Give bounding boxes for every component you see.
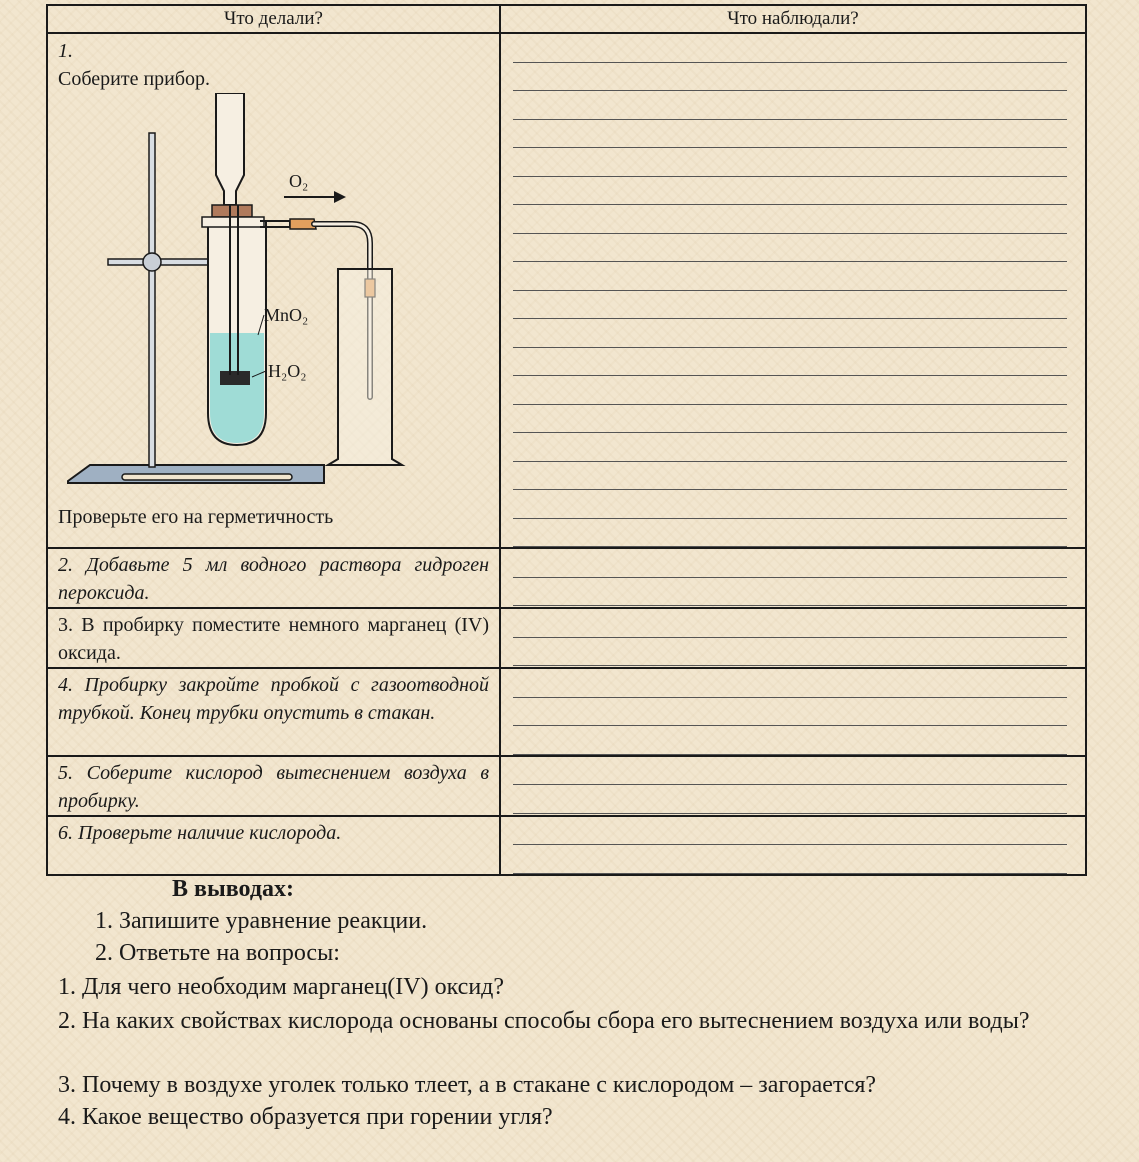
step-2-instruction: 2. Добавьте 5 мл водного раствора гидроген пероксида. — [58, 554, 489, 604]
answer-line[interactable] — [513, 609, 1067, 638]
answer-line[interactable] — [513, 63, 1067, 92]
answer-line[interactable] — [513, 669, 1067, 698]
conclusion-item-2: 2. Ответьте на вопросы: — [95, 940, 340, 966]
answer-line[interactable] — [513, 405, 1067, 434]
step-1-instruction: Соберите прибор. — [58, 68, 211, 90]
answer-line[interactable] — [513, 519, 1067, 548]
step-5-instruction: 5. Соберите кислород вытеснением воздуха в пробирку. — [58, 761, 489, 812]
question-2: 2. На каких свойствах кислорода основаны способы сбора его вытеснением воздуха или воды? — [58, 1008, 1030, 1034]
answer-line[interactable] — [513, 376, 1067, 405]
answer-line[interactable] — [513, 845, 1067, 874]
question-4: 4. Какое вещество образуется при горении угля? — [58, 1104, 553, 1130]
step-4-cell — [47, 668, 500, 756]
answer-line[interactable] — [513, 291, 1067, 320]
answer-line[interactable] — [513, 698, 1067, 727]
clamp-arm — [108, 259, 218, 265]
answer-line[interactable] — [513, 462, 1067, 491]
header-what-observed: Что наблюдали? — [500, 5, 1086, 33]
step-1-cell — [47, 33, 500, 548]
step-1-caption: Проверьте его на герметичность — [58, 506, 334, 528]
answer-line[interactable] — [513, 177, 1067, 206]
step-3-instruction: 3. В пробирку поместите немного марганец (IV) оксида. — [58, 614, 489, 664]
step-6-cell — [47, 816, 500, 875]
answer-line[interactable] — [513, 433, 1067, 462]
step-6-instruction: 6. Проверьте наличие кислорода. — [58, 821, 342, 844]
arrow-head — [334, 191, 346, 203]
answer-line[interactable] — [513, 578, 1067, 607]
answer-line[interactable] — [513, 726, 1067, 755]
step-1-number: 1. — [58, 40, 73, 62]
answer-line[interactable] — [513, 785, 1067, 814]
observation-cell-2[interactable] — [500, 548, 1086, 608]
apparatus-figure — [52, 93, 492, 503]
label-mno2: MnO₂ — [264, 305, 309, 325]
answer-line[interactable] — [513, 234, 1067, 263]
tube-rim — [202, 217, 264, 227]
observation-cell-1[interactable] — [500, 33, 1086, 548]
observation-cell-6[interactable] — [500, 816, 1086, 875]
answer-line[interactable] — [513, 120, 1067, 149]
question-1: 1. Для чего необходим марганец(IV) оксид? — [58, 974, 505, 1000]
answer-line[interactable] — [513, 148, 1067, 177]
step-4-instruction: 4. Пробирку закройте пробкой с газоотводной трубкой. Конец трубки опустить в стакан. — [58, 674, 489, 724]
observation-cell-4[interactable] — [500, 668, 1086, 756]
answer-line[interactable] — [513, 91, 1067, 120]
answer-line[interactable] — [513, 319, 1067, 348]
answer-line[interactable] — [513, 262, 1067, 291]
stand-rod — [149, 133, 155, 467]
observation-cell-3[interactable] — [500, 608, 1086, 668]
label-h2o2: H₂O₂ — [268, 361, 307, 381]
manganese-dioxide-block — [220, 371, 250, 385]
answer-line[interactable] — [513, 34, 1067, 63]
step-2-cell — [47, 548, 500, 608]
answer-line[interactable] — [513, 817, 1067, 846]
conclusion-item-1: 1. Запишите уравнение реакции. — [95, 908, 428, 934]
clamp-screw — [143, 253, 161, 271]
conclusions-heading: В выводах: — [172, 876, 294, 902]
answer-line[interactable] — [513, 348, 1067, 377]
answer-line[interactable] — [513, 757, 1067, 786]
answer-line[interactable] — [513, 205, 1067, 234]
stand-base-slot — [122, 474, 292, 480]
answer-line[interactable] — [513, 638, 1067, 667]
header-what-done: Что делали? — [47, 5, 500, 33]
label-oxygen: O₂ — [289, 171, 309, 191]
observation-cell-5[interactable] — [500, 756, 1086, 816]
question-3: 3. Почему в воздухе уголек только тлеет, а в стакане с кислородом – загорается? — [58, 1072, 877, 1098]
stopper — [212, 205, 252, 217]
collecting-cylinder — [328, 269, 402, 465]
answer-line[interactable] — [513, 549, 1067, 578]
worksheet-table — [46, 4, 1087, 876]
dropping-funnel — [216, 93, 244, 205]
step-5-cell — [47, 756, 500, 816]
answer-line[interactable] — [513, 490, 1067, 519]
step-3-cell — [47, 608, 500, 668]
